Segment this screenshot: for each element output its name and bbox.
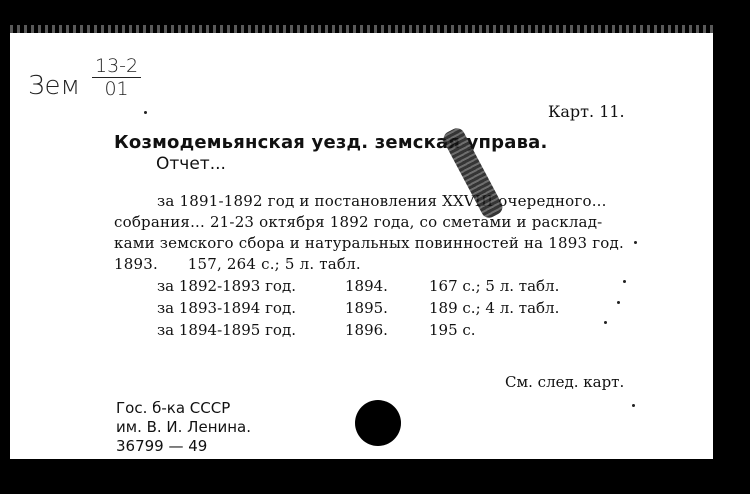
entry-year: 1894. [345,277,388,295]
library-name-line2: им. В. И. Ленина. [116,418,252,436]
speck [617,301,620,304]
description-line: 1893. 157, 264 с.; 5 л. табл. [114,255,361,273]
speck [144,111,147,114]
speck [604,321,607,324]
speck [632,404,635,407]
entry-year: 1895. [345,299,388,317]
entry-pages: 167 с.; 5 л. табл. [429,277,560,295]
entry-pages: 195 с. [429,321,476,339]
card-top-edge [10,25,713,33]
description-line: ками земского сбора и натуральных повинностей на 1893 год. [114,234,624,252]
classification-denominator: 01 [104,78,129,100]
speck [634,241,637,244]
entry-period: за 1892-1893 год. [157,277,296,295]
card-number: Карт. 11. [548,102,625,121]
classification-numerator: 13-2 [92,55,141,78]
speck [623,280,626,283]
library-name: Гос. б-ка СССР [116,399,231,417]
description-block [114,191,624,275]
catalog-card [10,33,713,459]
description-line: за 1891-1892 год и постановления XXVIII очередного... [157,192,607,210]
library-stamp [116,399,251,456]
entry-year: 1896. [345,321,388,339]
classification-fraction [92,55,141,100]
entry-period: за 1894-1895 год. [157,321,296,339]
description-line: собрания... 21-23 октября 1892 года, со сметами и расклад- [114,213,603,231]
classification-mark: Зем [28,71,81,101]
entry-period: за 1893-1894 год. [157,299,296,317]
card-subtitle: Отчет... [156,154,226,174]
entry-pages: 189 с.; 4 л. табл. [429,299,560,317]
library-accession-number: 36799 — 49 [116,437,208,455]
see-next-card: См. след. карт. [505,373,625,391]
card-title: Козмодемьянская уезд. земская управа. [114,132,548,153]
punch-hole [355,400,401,446]
